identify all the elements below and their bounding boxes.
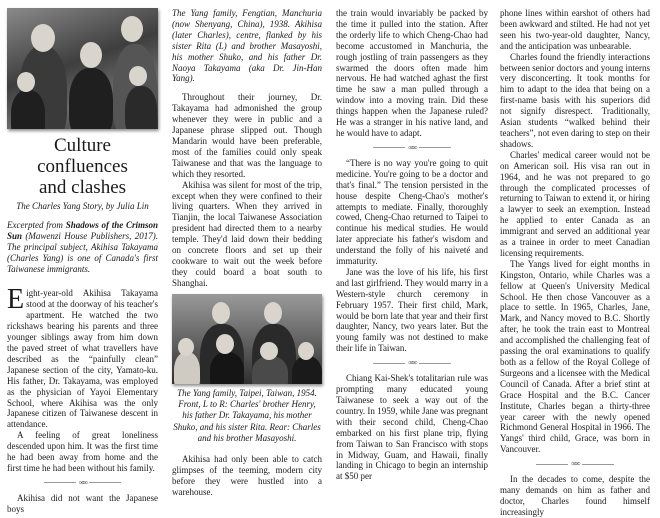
family-photo-1938 [7, 8, 158, 129]
column-4 [500, 0, 650, 518]
section-divider-ornament: ∞∞ [336, 144, 488, 152]
paragraph: Akihisa had only been able to catch glimpses of the teeming, modern city before they were hustled into a warehouse. [172, 454, 322, 497]
paragraph: Chiang Kai-Shek's totalitarian rule was prompting many educated young Taiwanese to seek a way out of the country. In 1959, while Jane was pregnant with their second child, Cheng-Chao embarked on his first plane trip, flying from Taiwan to San Francisco with stops in Midway, Guam, and Hawaii, finally landing in Chicago to begin an internship at $50 per [336, 373, 488, 482]
photo-caption-1954: The Yang family, Taipei, Taiwan, 1954. Front, L to R: Charles' brother Henry, his father Dr. Takayama, his mother Shuko, and his sister Rita. Rear: Charles and his brother Masayoshi. [173, 387, 321, 443]
column-2 [172, 0, 322, 498]
title-line-2: and clashes [38, 177, 127, 198]
paragraph: Charles found the friendly interactions between senior doctors and young interns very disconcerting. It took months for him to adapt to the idea that being on a first-name basis with his superiors did not signify disrespect. Traditionally, Asian students “walked behind their teachers”, not even daring to step on their shadows. [500, 51, 650, 149]
paragraph: Charles' medical career would not be on American soil. His visa ran out in 1964, and he was not prepared to go through the complicated processes of returning to Taiwan to extend it, or hiring a lawyer to seek an exemption. Instead he applied to enter Canada as an immigrant and served an additional year as a trainee in order to meet Canadian licensing requirements. [500, 149, 650, 258]
paragraph: Eight-year-old Akihisa Takayama stood at the doorway of his teacher's apartment. He watched the two rickshaws bearing his parents and three younger siblings away from him down the paved street of what travellers have described as the “painfully clean” Japanese section of the city, Yamato-ku. His father, Dr. Takayama, was employed as the physician of Yayoi Elementary School, where Akihisa was the only Japanese citizen of Taiwanese descent in attendance. [7, 284, 158, 430]
paragraph: “There is no way you're going to quit medicine. You're going to be a doctor and that's final.” The tension persisted in the house despite Cheng-Chao's mother's attempts to mediate. Finally, thoroughly cowed, Cheng-Chao returned to Taipei to continue his medical studies. He would later appreciate his father's wisdom and understand the folly of his naiveté and immaturity. [336, 157, 488, 267]
title-line-1: Culture confluences [37, 135, 128, 177]
column-1 [7, 0, 158, 515]
paragraph: phone lines within earshot of others had been awkward and stilted. He had not yet seen his two-year-old daughter, Nancy, and the anticipation was unbearable. [500, 8, 650, 51]
family-photo-1954 [172, 294, 322, 384]
byline: The Charles Yang Story, by Julia Lin [16, 201, 149, 211]
paragraph: Jane was the love of his life, his first and last girlfriend. They would marry in a Western-style church ceremony in February 1957. Their first child, Mark, would be born late that year and their first daughter, Nancy, two years later. But the young family was not destined to make their life in Taiwan. [336, 266, 488, 354]
paragraph: Akihisa did not want the Japanese boys [7, 492, 158, 514]
drop-cap: E [7, 284, 25, 316]
paragraph: Throughout their journey, Dr. Takayama had admonished the group whenever they were in public and a Japanese phrase slipped out. Though Mandarin would have been preferable, most of the families could only speak Taiwanese and that was the language to which they resorted. [172, 92, 322, 179]
paragraph: In the decades to come, despite the many demands on him as father and doctor, Charles found himself increasingly [500, 474, 650, 517]
paragraph: The Yangs lived for eight months in Kingston, Ontario, while Charles was a fellow at Queen's University Medical School. He then chose Vancouver as a place to settle. In 1965, Charles, Jane, Mark, and Nancy moved to B.C. Shortly after, he took the train east to Montreal and accomplished the challenging feat of passing the oral examinations to qualify both as a fellow of the Royal College of Surgeons and a licensee with the Medical Council of Canada. After a brief stint at Grace Hospital and the B.C. Cancer Institute, Charles began a thirty-three year career with the newly opened Richmond General Hospital in 1966. The Yangs' third child, Grace, was born in Vancouver. [500, 258, 650, 455]
section-divider-ornament: ∞∞ [500, 460, 650, 468]
photo-caption-1938: The Yang family, Fengtian, Manchuria (now Shenyang, China), 1938. Akihisa (later Charles), centre, flanked by his sister Rita (L) and brother Masayoshi, his mother Shuko, and his father Dr. Naoya Takayama (aka Dr. Jin-Han Yang). [172, 8, 322, 84]
paragraph: the train would invariably be packed by the time it pulled into the station. After the orderly life to which Cheng-Chao had become accustomed in Manchuria, the rough jostling of train passengers as they swarmed the doors often made him nervous. He had watched aghast the first time he saw a man pulled through a window into a moving train. Did these things happen when the Japanese ruled? He was a stranger in his native land, and he would have to adapt. [336, 8, 488, 138]
section-divider-ornament: ∞∞ [7, 479, 158, 487]
book-title: Shadows of the Crimson Sun [7, 219, 159, 241]
column-3 [336, 0, 488, 482]
section-divider-ornament: ∞∞ [336, 359, 488, 367]
paragraph: A feeling of great loneliness descended upon him. It was the first time he had been away from home and the first time he had been without his family. [7, 430, 158, 473]
article-title [7, 135, 158, 198]
paragraph: Akihisa was silent for most of the trip, except when they were confined to their living quarters. When they arrived in Tianjin, the local Taiwanese Association president had directed them to a nearby temple. They'd laid down their bedding on concrete floors and set up their cookware to wait out the week before they could board a boat south to Shanghai. [172, 179, 322, 288]
intro-excerpt: Excerpted from Shadows of the Crimson Sun (Mawenzi House Publishers, 2017). The principal subject, Akihisa Takayama (Charles Yang) is one of Canada's first Taiwanese immigrants. [7, 219, 159, 274]
